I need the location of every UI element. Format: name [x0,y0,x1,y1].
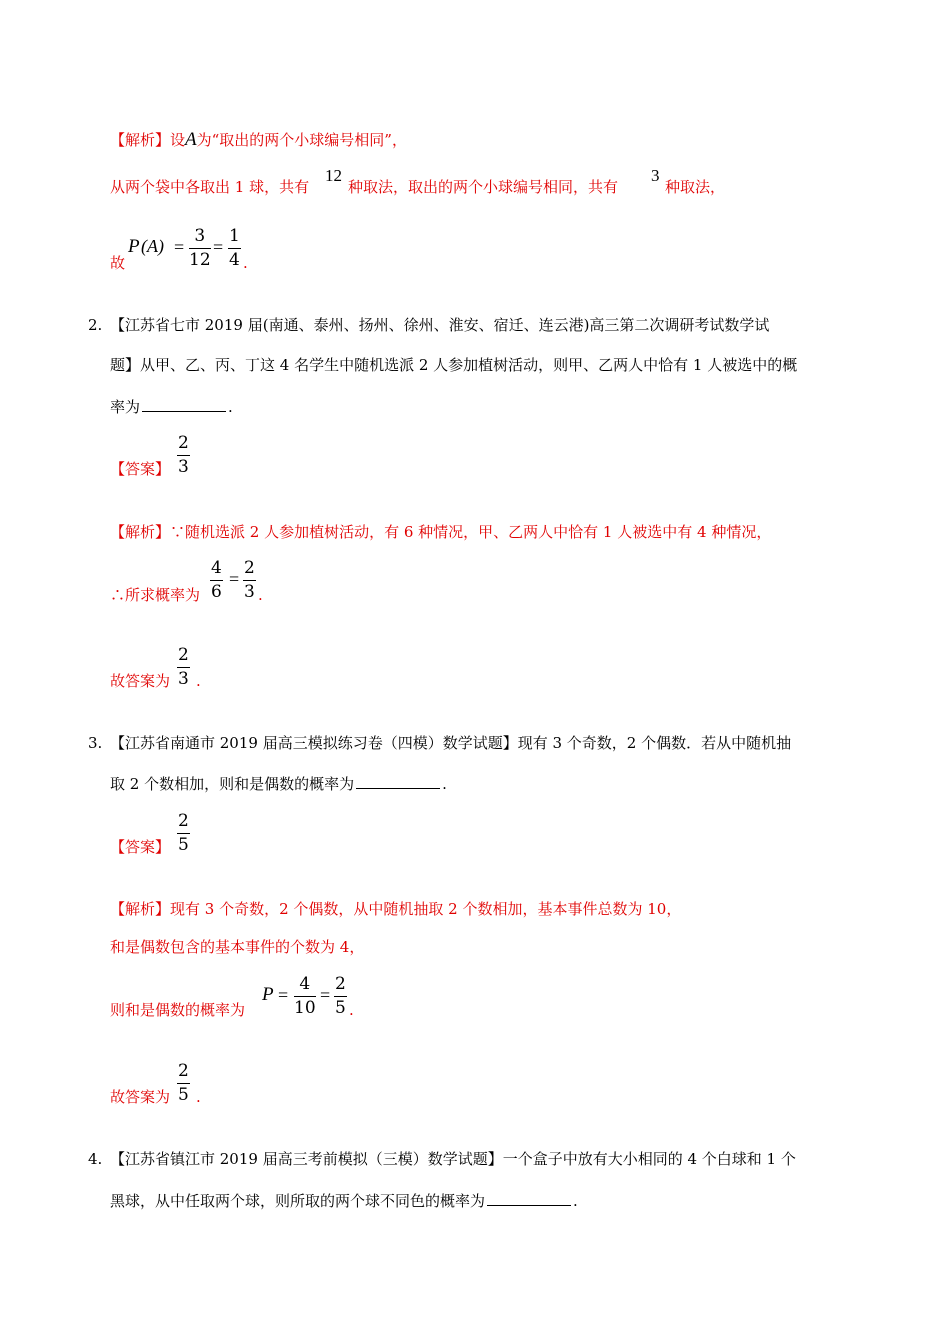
q2-final-dot: . [196,672,201,690]
q2-line3 [110,400,233,415]
q3-answer-num: 2 [178,811,189,831]
q2-line3-end: . [228,398,233,416]
q2-number: 2. [88,316,103,334]
q2-final-den: 3 [178,669,189,689]
q2-answer-label: 【答案】 [110,460,171,478]
s1-analysis-line2 [110,180,309,195]
s1-count12: 12 [325,166,342,185]
q2-a-frac1-num: 4 [211,558,222,578]
q2-answer-den: 3 [178,457,189,477]
s1-frac1-num: 3 [194,226,206,246]
q3-number: 3. [88,734,103,752]
q3-analysis-line3-prefix: 则和是偶数的概率为 [110,1001,246,1019]
s1-line2-part2: 种取法，取出的两个小球编号相同，共有 [348,178,619,196]
s1-frac2-den: 4 [229,250,240,270]
q3-answer-frac [177,813,190,854]
q2-final-num: 2 [178,645,189,665]
s1-frac1 [189,228,211,269]
q3-answer-blank[interactable] [356,787,440,789]
q2-line1: 【江苏省七市 2019 届(南通、泰州、扬州、徐州、淮安、宿迁、连云港)高三第二次调研考试数学试 [110,316,770,334]
s1-frac2 [228,228,241,269]
s1-line2-part1: 从两个袋中各取出 1 球，共有 [110,178,310,196]
q3-line2-end: . [442,775,447,793]
q4-line2-end: . [573,1192,578,1210]
q2-final-frac [177,647,190,688]
q2-a-frac2-num: 2 [244,558,255,578]
q3-frac2 [334,976,347,1017]
q3-frac2-num: 2 [335,974,346,994]
q3-frac1 [294,976,316,1017]
q2-line3-text: 率为 [110,398,141,416]
q2-a-frac2 [243,560,256,601]
q3-final-den: 5 [178,1085,189,1105]
q2-analysis-line1: 【解析】∵随机选派 2 人参加植树活动，有 6 种情况，甲、乙两人中恰有 1 人被选中有 4 种情况， [110,523,772,541]
q2-answer-frac [177,435,190,476]
q3-frac2-den: 5 [335,998,346,1018]
q3-final-num: 2 [178,1061,189,1081]
q2-a-frac2-den: 3 [244,582,255,602]
q2-a-frac1 [210,560,223,601]
s1-analysis-rest: 为“取出的两个小球编号相同”， [196,131,407,149]
q3-line2-text: 取 2 个数相加，则和是偶数的概率为 [110,775,355,793]
q2-line2: 题】从甲、乙、丙、丁这 4 名学生中随机选派 2 人参加植树活动，则甲、乙两人中恰有 1 人被选中的概 [110,356,798,374]
s1-line2-part3: 种取法， [665,178,726,196]
s1-formula-pa: (A) [141,236,164,256]
q4-line1: 【江苏省镇江市 2019 届高三考前模拟（三模）数学试题】一个盒子中放有大小相同的 4 个白球和 1 个 [110,1150,796,1168]
s1-count3: 3 [651,166,660,185]
s1-line3-prefix: 故 [110,254,126,272]
s1-formula-eq2: = [213,237,224,257]
q2-a-frac1-den: 6 [211,582,222,602]
q3-frac1-den: 10 [294,998,316,1018]
q4-answer-blank[interactable] [487,1204,571,1206]
q3-formula-p: P [262,984,274,1005]
q3-line1: 【江苏省南通市 2019 届高三模拟练习卷（四模）数学试题】现有 3 个奇数，2 个偶数．若从中随机抽 [110,734,792,752]
s1-formula-p: P [128,236,140,257]
q2-a-dot: . [258,586,263,604]
q4-number: 4. [88,1150,103,1168]
q3-line2 [110,777,447,792]
s1-frac2-num: 1 [229,226,240,246]
q3-answer-label: 【答案】 [110,838,171,856]
q4-line2 [110,1194,578,1209]
q2-a-eq: = [229,569,240,589]
q2-analysis-line2-prefix: ∴所求概率为 [110,586,201,604]
q3-analysis-line2: 和是偶数包含的基本事件的个数为 4， [110,938,365,956]
q3-final-frac [177,1063,190,1104]
q3-final-prefix: 故答案为 [110,1088,171,1106]
q3-analysis-line1: 【解析】现有 3 个奇数，2 个偶数，从中随机抽取 2 个数相加，基本事件总数为 10， [110,900,682,918]
q3-dot: . [349,1001,354,1019]
q2-answer-num: 2 [178,433,189,453]
s1-frac1-den: 12 [189,250,211,270]
s1-formula-eq1: = [174,237,185,257]
q3-answer-den: 5 [178,835,189,855]
q2-final-prefix: 故答案为 [110,672,171,690]
s1-dot: . [243,254,248,272]
q4-line2-text: 黑球，从中任取两个球，则所取的两个球不同色的概率为 [110,1192,486,1210]
s1-analysis-line1 [110,130,407,149]
s1-analysis-label: 【解析】设 [110,131,186,149]
q2-answer-blank[interactable] [142,410,226,412]
s1-var-a: A [185,129,197,150]
q3-formula-eq2: = [320,985,331,1005]
q3-frac1-num: 4 [299,974,311,994]
q3-final-dot: . [196,1088,201,1106]
q3-formula-eq1: = [278,985,289,1005]
